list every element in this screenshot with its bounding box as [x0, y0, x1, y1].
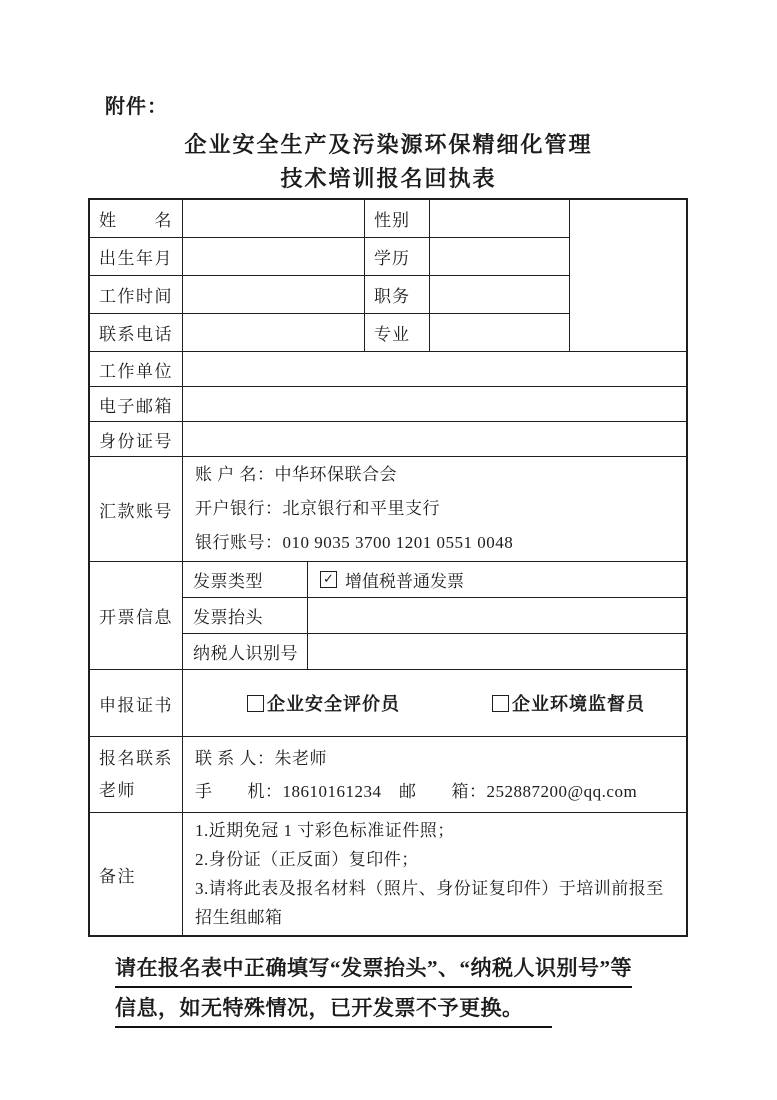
contact-phone-label: 联系电话 — [99, 325, 173, 344]
contact-teacher-details — [182, 737, 686, 812]
table-row-contact-phone — [90, 313, 569, 351]
document-subtitle: 技术培训报名回执表 — [280, 166, 497, 191]
gender-label: 性别 — [364, 200, 429, 237]
table-row-remittance-account — [90, 456, 686, 561]
contact-phone-email-line: 手 机：18610161234 邮 箱：252887200@qq.com — [195, 781, 638, 801]
invoice-info-label: 开票信息 — [99, 608, 173, 627]
remarks-line-1: 1.近期免冠 1 寸彩色标准证件照； — [195, 821, 455, 840]
taxpayer-id-row — [182, 633, 686, 669]
table-row-certificate — [90, 669, 686, 736]
footer-note-line1-wrap — [115, 954, 777, 988]
table-row-birth-date — [90, 237, 569, 275]
certificate-option-environment-supervisor — [492, 690, 645, 716]
document-title: 企业安全生产及污染源环保精细化管理 — [184, 132, 593, 157]
basic-info-section — [90, 200, 686, 351]
remarks-line-2: 2.身份证（正反面）复印件； — [195, 850, 419, 869]
major-input-cell[interactable] — [429, 314, 569, 351]
major-label: 专业 — [364, 314, 429, 351]
taxpayer-id-input-cell[interactable] — [307, 634, 686, 669]
table-row-invoice-info — [90, 561, 686, 669]
footer-note-line2-wrap — [115, 994, 777, 1028]
footer-note — [115, 954, 777, 1028]
table-row-contact-teacher — [90, 736, 686, 812]
attachment-label: 附件： — [105, 96, 168, 118]
invoice-type-row — [182, 562, 686, 597]
remittance-account-details — [182, 457, 686, 561]
safety-assessor-label: 企业安全评价员 — [267, 694, 400, 714]
invoice-type-option-label: 增值税普通发票 — [345, 572, 464, 591]
name-input-cell[interactable] — [182, 200, 364, 237]
name-label: 姓 名 — [99, 211, 173, 230]
invoice-info-rows — [182, 562, 686, 669]
work-unit-label: 工作单位 — [99, 361, 173, 381]
bank-name-line: 开户银行：北京银行和平里支行 — [195, 499, 440, 518]
id-number-input-cell[interactable] — [182, 422, 686, 456]
work-time-input-cell[interactable] — [182, 276, 364, 313]
id-number-label: 身份证号 — [99, 431, 173, 451]
table-row-remarks — [90, 812, 686, 935]
work-unit-input-cell[interactable] — [182, 352, 686, 386]
invoice-title-label: 发票抬头 — [182, 598, 307, 633]
remarks-line-3: 3.请将此表及报名材料（照片、身份证复印件）于培训前报至 — [195, 879, 664, 898]
certificate-option-safety-assessor — [247, 690, 400, 716]
email-input-cell[interactable] — [182, 387, 686, 421]
invoice-type-label: 发票类型 — [182, 562, 307, 597]
contact-teacher-label-line2: 老师 — [99, 780, 136, 800]
certificate-label: 申报证书 — [99, 695, 173, 715]
table-row-name — [90, 200, 569, 237]
table-row-email — [90, 386, 686, 421]
remarks-line-4: 招生组邮箱 — [195, 908, 283, 927]
invoice-title-row — [182, 597, 686, 633]
photo-cell[interactable] — [569, 200, 691, 351]
taxpayer-id-label: 纳税人识别号 — [182, 634, 307, 669]
contact-teacher-label — [90, 737, 182, 812]
footer-note-line1: 请在报名表中正确填写“发票抬头”、“纳税人识别号”等 — [115, 954, 632, 988]
table-row-work-time — [90, 275, 569, 313]
account-name-line: 账 户 名：中华环保联合会 — [195, 465, 397, 484]
remarks-details — [182, 813, 686, 935]
position-input-cell[interactable] — [429, 276, 569, 313]
contact-phone-input-cell[interactable] — [182, 314, 364, 351]
education-input-cell[interactable] — [429, 238, 569, 275]
work-time-label: 工作时间 — [99, 287, 173, 306]
education-label: 学历 — [364, 238, 429, 275]
invoice-type-value-cell — [307, 562, 686, 597]
footer-note-line2: 信息，如无特殊情况，已开发票不予更换。 — [115, 994, 552, 1028]
environment-supervisor-checkbox[interactable] — [492, 695, 509, 712]
contact-person-line: 联 系 人：朱老师 — [195, 748, 327, 768]
remittance-account-label: 汇款账号 — [99, 501, 173, 521]
registration-form-table — [88, 198, 688, 937]
remarks-label: 备注 — [99, 866, 136, 886]
environment-supervisor-label: 企业环境监督员 — [512, 694, 645, 714]
email-label: 电子邮箱 — [99, 396, 173, 416]
invoice-title-input-cell[interactable] — [307, 598, 686, 633]
certificate-options — [182, 670, 686, 736]
table-row-work-unit — [90, 351, 686, 386]
birth-date-label: 出生年月 — [99, 249, 173, 268]
basic-info-rows — [90, 200, 569, 351]
gender-input-cell[interactable] — [429, 200, 569, 237]
contact-teacher-label-line1: 报名联系 — [99, 748, 173, 768]
table-row-id-number — [90, 421, 686, 456]
birth-date-input-cell[interactable] — [182, 238, 364, 275]
safety-assessor-checkbox[interactable] — [247, 695, 264, 712]
invoice-type-checkbox-checked[interactable]: ✓ — [320, 571, 337, 588]
bank-account-line: 银行账号：010 9035 3700 1201 0551 0048 — [195, 533, 514, 552]
position-label: 职务 — [364, 276, 429, 313]
